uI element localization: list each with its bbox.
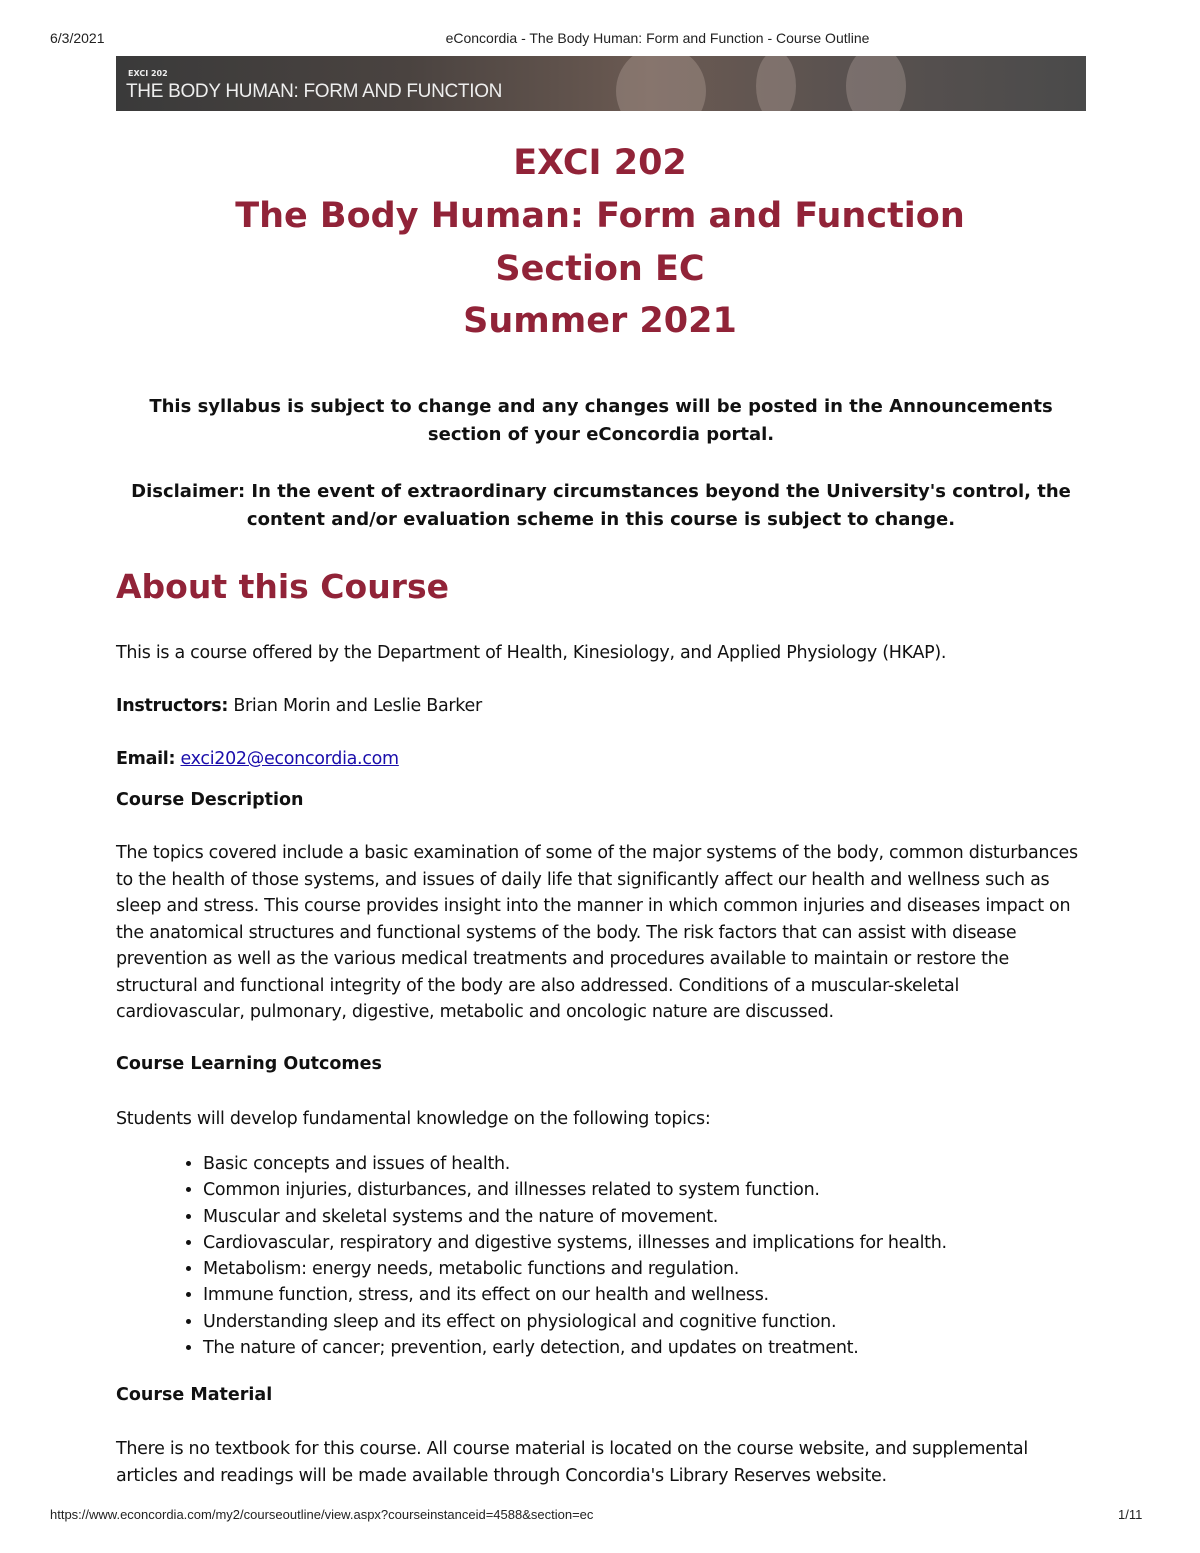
course-code: EXCI 202 [513,143,687,183]
list-item: • Cardiovascular, respiratory and digestive systems, illnesses and implications for health. [203,1230,947,1256]
course-section: Section EC [495,249,705,289]
email-label: Email: [116,749,176,769]
banner-title: THE BODY HUMAN: FORM AND FUNCTION [126,81,503,102]
description-text: The topics covered include a basic examination of some of the major systems of the body, common disturbances to the health of those systems, and issues of daily life that significantly affect our health and wellness such as sleep and stress. This course provides insight into the manner in which common injuries and diseases impact on the anatomical structures and functional systems of the body. The risk factors that can assist with disease prevention as well as the various medical treatments and procedures available to maintain or restore the structural and functional integrity of the body are also addressed. Conditions of a muscular-skeletal cardiovascular, pulmonary, digestive, metabolic and oncologic nature are discussed. [116,843,1078,1022]
course-title: The Body Human: Form and Function [235,196,965,236]
syllabus-notice: This syllabus is subject to change and any changes will be posted in the Announcements section of your eConcordia portal. [149,396,1053,445]
list-item: • Common injuries, disturbances, and illnesses related to system function. [203,1177,947,1203]
disclaimer-notice: Disclaimer: In the event of extraordinary circumstances beyond the University's control, the content and/or evaluation scheme in this course is subject to change. [131,481,1071,530]
course-banner [116,56,1086,111]
list-item: • Muscular and skeletal systems and the nature of movement. [203,1204,947,1230]
list-item: • Basic concepts and issues of health. [203,1151,947,1177]
page-number: 1/11 [1118,1507,1143,1522]
material-text: There is no textbook for this course. All course material is located on the course website, and supplemental articles and readings will be made available through Concordia's Library Reserves website. [116,1439,1028,1486]
material-heading: Course Material [116,1385,273,1405]
about-intro: This is a course offered by the Department of Health, Kinesiology, and Applied Physiology (HKAP). [116,643,947,663]
instructors-label: Instructors: [116,696,229,716]
list-item: • Metabolism: energy needs, metabolic functions and regulation. [203,1256,947,1282]
print-url: https://www.econcordia.com/my2/courseoutline/view.aspx?courseinstanceid=4588&section=ec [50,1507,594,1522]
instructors-line [116,693,1091,720]
print-title: eConcordia - The Body Human: Form and Function - Course Outline [445,30,870,46]
instructors-names: Brian Morin and Leslie Barker [233,696,482,716]
outcomes-intro: Students will develop fundamental knowledge on the following topics: [116,1109,711,1129]
email-line [116,746,1091,773]
list-item: • Understanding sleep and its effect on physiological and cognitive function. [203,1309,947,1335]
course-term: Summer 2021 [463,301,737,341]
description-heading: Course Description [116,790,304,810]
print-date: 6/3/2021 [50,30,105,46]
banner-code: EXCI 202 [128,69,168,78]
outcomes-heading: Course Learning Outcomes [116,1054,382,1074]
outcomes-list [116,1151,947,1361]
email-link[interactable]: exci202@econcordia.com [180,749,399,769]
about-heading: About this Course [116,567,449,606]
list-item: • The nature of cancer; prevention, early detection, and updates on treatment. [203,1335,947,1361]
list-item: • Immune function, stress, and its effect on our health and wellness. [203,1282,947,1308]
